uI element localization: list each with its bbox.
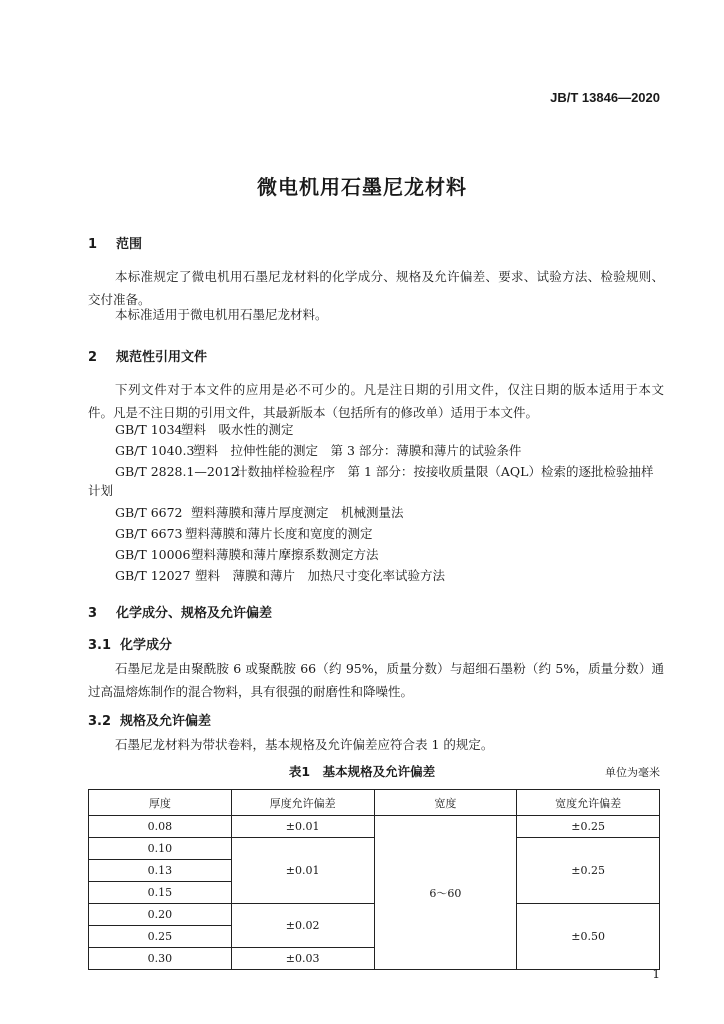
section-title: 化学成分、规格及允许偏差 <box>116 606 273 621</box>
document-title: 微电机用石墨尼龙材料 <box>257 175 467 199</box>
reference-code: GB/T 2828.1—2012 <box>115 464 239 479</box>
thickness-cell: 0.10 <box>89 838 232 860</box>
subsection-number: 3.1 <box>88 638 112 653</box>
thickness-tolerance-cell: ±0.01 <box>231 838 374 904</box>
page-number: 1 <box>652 967 660 981</box>
thickness-tolerance-cell: ±0.02 <box>231 904 374 948</box>
subsection-3-2-heading <box>88 710 211 729</box>
section-3-heading <box>88 602 272 621</box>
reference-item <box>115 524 373 542</box>
table-caption: 表1 基本规格及允许偏差 <box>288 764 436 779</box>
reference-item <box>115 441 521 459</box>
reference-item <box>115 462 653 480</box>
table-unit-note: 单位为毫米 <box>605 766 660 779</box>
table-row <box>89 816 660 838</box>
subsection-3-1-heading <box>88 634 172 653</box>
reference-code: GB/T 6673 <box>115 526 183 541</box>
thickness-cell: 0.08 <box>89 816 232 838</box>
width-cell: 6～60 <box>374 816 517 970</box>
reference-item <box>115 420 294 438</box>
thickness-cell: 0.30 <box>89 948 232 970</box>
table-header-row <box>89 790 660 816</box>
reference-title: 塑料薄膜和薄片长度和宽度的测定 <box>185 526 373 541</box>
reference-code: GB/T 1034 <box>115 422 183 437</box>
header-cell: 宽度 <box>374 790 517 816</box>
reference-code: GB/T 1040.3 <box>115 443 195 458</box>
thickness-tolerance-cell: ±0.03 <box>231 948 374 970</box>
reference-title: 塑料 吸水性的测定 <box>181 422 294 437</box>
section-1-paragraph-1: 本标准规定了微电机用石墨尼龙材料的化学成分、规格及允许偏差、要求、试验方法、检验规则、交付准备。 <box>88 269 664 307</box>
thickness-tolerance-cell: ±0.01 <box>231 816 374 838</box>
section-number: 3 <box>88 606 98 621</box>
reference-code: GB/T 6672 <box>115 505 183 520</box>
reference-code: GB/T 10006 <box>115 547 191 562</box>
thickness-cell: 0.15 <box>89 882 232 904</box>
section-2-heading <box>88 346 207 365</box>
width-tolerance-cell: ±0.25 <box>517 838 660 904</box>
thickness-cell: 0.20 <box>89 904 232 926</box>
section-title: 范围 <box>116 237 143 252</box>
reference-item <box>115 503 404 521</box>
reference-item <box>115 566 445 584</box>
reference-code: GB/T 12027 <box>115 568 191 583</box>
thickness-cell: 0.13 <box>89 860 232 882</box>
section-number: 2 <box>88 350 98 365</box>
standard-code: JB/T 13846—2020 <box>550 90 660 105</box>
reference-title: 塑料 薄膜和薄片 加热尺寸变化率试验方法 <box>195 568 446 583</box>
section-1-paragraph-2: 本标准适用于微电机用石墨尼龙材料。 <box>115 307 328 322</box>
reference-item <box>115 545 379 563</box>
subsection-title: 化学成分 <box>120 638 173 653</box>
header-cell: 厚度允许偏差 <box>231 790 374 816</box>
subsection-3-1-text: 石墨尼龙是由聚酰胺 6 或聚酰胺 66（约 95%，质量分数）与超细石墨粉（约 5%，质量分数）通过高温熔炼制作的混合物料，具有很强的耐磨性和降噪性。 <box>88 661 664 699</box>
width-tolerance-cell: ±0.50 <box>517 904 660 970</box>
spec-table <box>88 789 660 970</box>
section-number: 1 <box>88 237 98 252</box>
reference-title: 计数抽样检验程序 第 1 部分：按接收质量限（AQL）检索的逐批检验抽样 <box>235 464 654 479</box>
reference-title: 塑料 拉伸性能的测定 第 3 部分：薄膜和薄片的试验条件 <box>193 443 522 458</box>
section-2-intro: 下列文件对于本文件的应用是必不可少的。凡是注日期的引用文件，仅注日期的版本适用于本文件。凡是不注日期的引用文件，其最新版本（包括所有的修改单）适用于本文件。 <box>88 382 664 420</box>
subsection-3-2-text: 石墨尼龙材料为带状卷料，基本规格及允许偏差应符合表 1 的规定。 <box>115 737 494 752</box>
subsection-number: 3.2 <box>88 714 112 729</box>
section-1-heading <box>88 233 142 252</box>
section-title: 规范性引用文件 <box>116 350 208 365</box>
thickness-cell: 0.25 <box>89 926 232 948</box>
reference-title: 塑料薄膜和薄片厚度测定 机械测量法 <box>191 505 404 520</box>
reference-title: 塑料薄膜和薄片摩擦系数测定方法 <box>191 547 379 562</box>
subsection-title: 规格及允许偏差 <box>120 714 212 729</box>
reference-continuation: 计划 <box>88 483 114 498</box>
header-cell: 宽度允许偏差 <box>517 790 660 816</box>
width-tolerance-cell: ±0.25 <box>517 816 660 838</box>
header-cell: 厚度 <box>89 790 232 816</box>
